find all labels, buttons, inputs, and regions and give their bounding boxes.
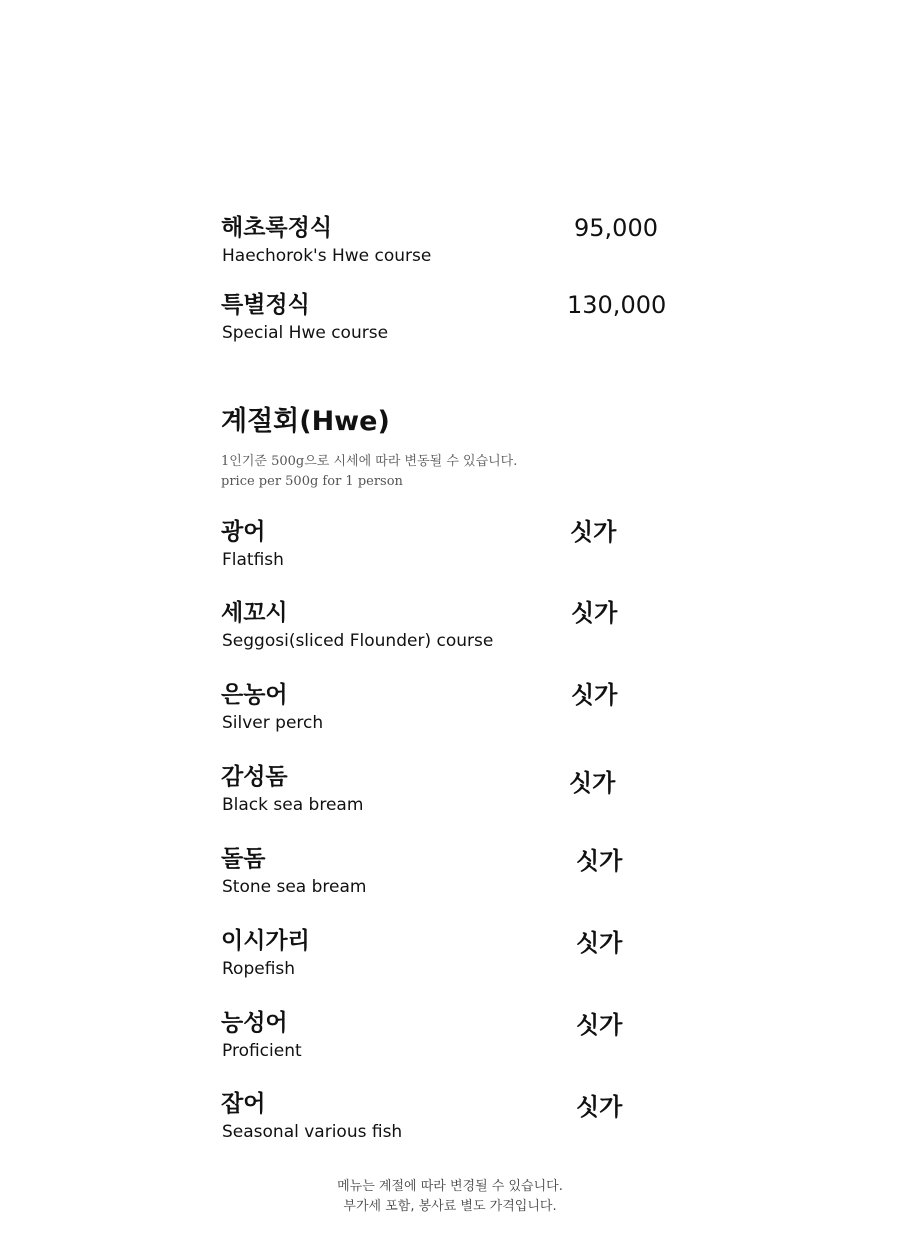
fish-item-seggosi (221, 599, 681, 663)
fish-name-en: Proficient (222, 1041, 302, 1061)
fish-name-ko: 돌돔 (221, 846, 266, 872)
market-price: 싯가 (576, 1093, 623, 1121)
fish-name-en: Ropefish (222, 959, 296, 979)
section-note-ko: 1인기준 500g으로 시세에 따라 변동될 수 있습니다. (221, 454, 518, 469)
fish-item-flatfish (221, 518, 681, 582)
fish-name-en: Black sea bream (222, 795, 364, 815)
section-title: 계절회(Hwe) (221, 406, 390, 437)
section-note-en: price per 500g for 1 person (221, 474, 403, 489)
course-price: 95,000 (574, 214, 658, 242)
course-item-haechorok (221, 214, 681, 278)
fish-name-ko: 능성어 (221, 1010, 288, 1036)
fish-name-ko: 이시가리 (221, 928, 310, 954)
course-name-ko: 특별정식 (221, 292, 310, 318)
fish-name-ko: 감성돔 (221, 764, 288, 790)
fish-name-ko: 은농어 (221, 682, 288, 708)
footer-note-tax: 부가세 포함, 봉사료 별도 가격입니다. (343, 1199, 557, 1214)
fish-name-en: Stone sea bream (222, 877, 367, 897)
fish-item-proficient (221, 1009, 681, 1073)
market-price: 싯가 (576, 929, 623, 957)
fish-name-en: Flatfish (222, 550, 284, 570)
fish-name-ko: 잡어 (221, 1091, 266, 1117)
market-price: 싯가 (576, 847, 623, 875)
fish-item-black-sea-bream (221, 763, 681, 827)
course-name-en: Haechorok's Hwe course (222, 246, 432, 266)
fish-item-silver-perch (221, 681, 681, 745)
fish-name-en: Silver perch (222, 713, 324, 733)
fish-item-various (221, 1090, 681, 1154)
fish-item-stone-sea-bream (221, 845, 681, 909)
market-price: 싯가 (571, 599, 618, 627)
footer-note-season: 메뉴는 계절에 따라 변경될 수 있습니다. (337, 1179, 563, 1194)
market-price: 싯가 (576, 1011, 623, 1039)
course-name-en: Special Hwe course (222, 323, 389, 343)
market-price: 싯가 (569, 769, 616, 797)
market-price: 싯가 (570, 518, 617, 546)
fish-name-ko: 광어 (221, 519, 266, 545)
market-price: 싯가 (571, 681, 618, 709)
course-price: 130,000 (567, 291, 667, 319)
fish-name-en: Seasonal various fish (222, 1122, 403, 1142)
fish-name-en: Seggosi(sliced Flounder) course (222, 631, 494, 651)
course-item-special (221, 291, 681, 355)
course-name-ko: 해초록정식 (221, 215, 333, 241)
fish-name-ko: 세꼬시 (221, 600, 288, 626)
fish-item-ropefish (221, 927, 681, 991)
